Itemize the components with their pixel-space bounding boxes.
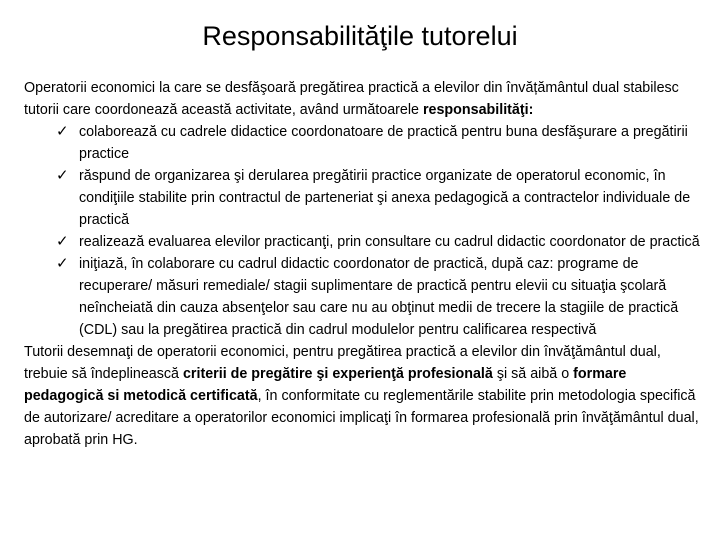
slide-title: Responsabilităţile tutorelui [202,21,518,51]
closing-text-1: Tutorii desemnaţi de operatorii economici, pentru pregătirea practică a elevilor din învăţământul dual, trebuie să îndeplinească [24,344,661,382]
intro-paragraph [24,77,704,121]
list-item [24,165,704,231]
closing-bold-2: formare pedagogică si metodică certificată [24,366,627,404]
list-item-text: realizează evaluarea elevilor practicanţi, prin consultare cu cadrul didactic coordonator de practică [79,234,700,250]
list-item [24,121,704,165]
check-icon: ✓ [56,255,69,272]
closing-bold-1: criterii de pregătire şi experienţă profesională [182,366,493,382]
check-icon: ✓ [56,233,69,250]
list-item [24,253,704,341]
check-icon: ✓ [56,123,69,140]
closing-text-2: şi să aibă o [492,366,574,382]
closing-paragraph [24,341,704,451]
list-item-text: colaborează cu cadrele didactice coordonatoare de practică pentru buna desfăşurare a pregătirii practice [79,124,688,162]
intro-text: Operatorii economici la care se desfăşoară pregătirea practică a elevilor din învățământul dual stabilesc tutorii care coordonează această activitate, având următoarele [24,80,679,118]
list-item [24,231,704,253]
responsibility-list [24,121,704,341]
intro-bold-text: responsabilităţi: [422,102,534,118]
check-icon: ✓ [56,167,69,184]
closing-text-3: , în conformitate cu reglementările stabilite prin metodologia specifică de autorizare/ acreditare a operatorilor economici implicaţi în formarea profesională prin învăţământul dual, aprobată prin HG. [24,388,699,448]
list-item-text: iniţiază, în colaborare cu cadrul didactic coordonator de practică, după caz: programe de recuperare/ măsuri remediale/ stagii suplimentare de practică pentru elevii cu situaţia şcolară neîncheiată din cauza absenţelor sau care nu au obţinut medii de trecere la stagiile de practică (CDL) sau la pregătirea practică din cadrul modulelor pentru calificarea respectivă [79,256,679,338]
slide-body [24,77,704,451]
list-item-text: răspund de organizarea şi derularea pregătirii practice organizate de operatorul economic, în condiţiile stabilite prin contractul de parteneriat şi anexa pedagogică a contractelor individuale de practică [79,168,691,228]
